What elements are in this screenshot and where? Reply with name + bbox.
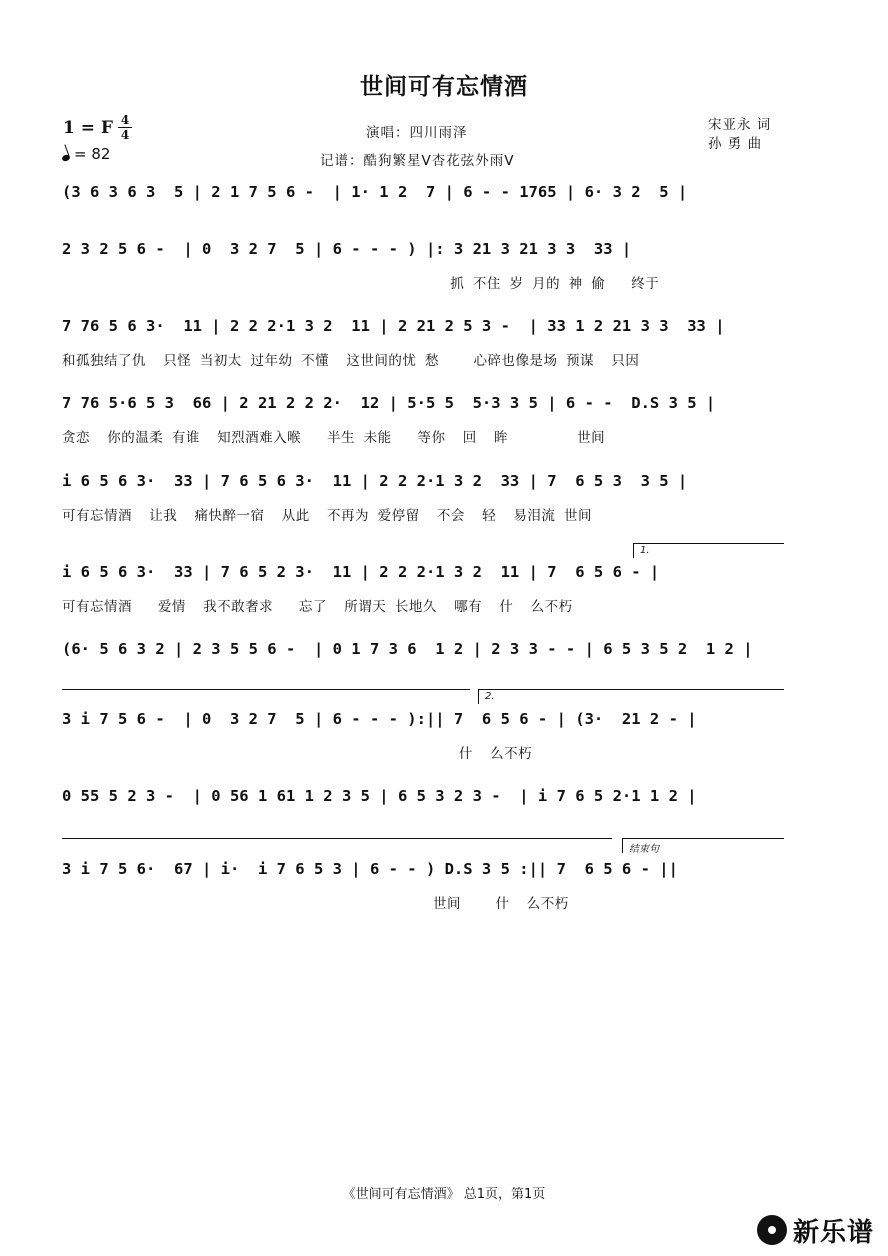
tempo-mark [62, 145, 110, 163]
notation-line: i 6 5 6 3· 33 | 7 6 5 2 3· 11 | 2 2 2·1 3 2 11 | 7 6 5 6 - | [62, 563, 660, 581]
lyricist-credit: 宋亚永 词 [708, 117, 772, 133]
lyric-line: 抓 不住 岁 月的 神 偷 终于 [62, 276, 660, 292]
time-signature-top: 4 [120, 113, 130, 127]
coda-ending-bracket [622, 838, 784, 853]
notation-line: 7 76 5 6 3· 11 | 2 2 2·1 3 2 11 | 2 21 2 5 3 - | 33 1 2 21 3 3 33 | [62, 317, 725, 335]
quarter-note-icon [61, 154, 71, 162]
singer-credit: 演唱：四川雨泽 [366, 125, 468, 141]
notation-line: i 6 5 6 3· 33 | 7 6 5 6 3· 11 | 2 2 2·1 3 2 33 | 7 6 5 3 3 5 | [62, 472, 688, 490]
notation-line: (3 6 3 6 3 5 | 2 1 7 5 6 - | 1· 1 2 7 | 6 - - 1765 | 6· 3 2 5 | [62, 183, 688, 201]
tempo-value: = 82 [74, 145, 111, 163]
volta-label: 2. [485, 691, 495, 702]
notation-line: 3 i 7 5 6 - | 0 3 2 7 5 | 6 - - - ):|| 7 6 5 6 - | (3· 21 2 - | [62, 710, 697, 728]
song-title: 世间可有忘情酒 [360, 74, 528, 100]
brand-name: 新乐谱 [792, 1217, 874, 1248]
notation-line: 7 76 5·6 5 3 66 | 2 21 2 2 2· 12 | 5·5 5 5·3 3 5 | 6 - - D.S 3 5 | [62, 394, 716, 412]
first-ending-extension [62, 689, 470, 690]
second-ending-extension [62, 838, 612, 839]
lyric-line: 世间 什 么不朽 [62, 896, 569, 912]
notation-line: 0 55 5 2 3 - | 0 56 1 61 1 2 3 5 | 6 5 3 2 3 - | i 7 6 5 2·1 1 2 | [62, 787, 697, 805]
time-signature-bottom: 4 [120, 128, 130, 142]
key-signature: 1 = F [63, 118, 113, 138]
notation-line: 3 i 7 5 6· 67 | i· i 7 6 5 3 | 6 - - ) D.S 3 5 :|| 7 6 5 6 - || [62, 860, 678, 878]
second-ending-bracket [478, 689, 784, 704]
transcriber-credit: 记谱：酷狗繁星V杏花弦外雨V [320, 153, 515, 169]
time-signature [118, 114, 132, 141]
page-footer: 《世间可有忘情酒》 总1页，第1页 [342, 1187, 546, 1202]
volta-label: 1. [640, 545, 650, 556]
lyric-line: 贪恋 你的温柔 有谁 知烈酒难入喉 半生 未能 等你 回 眸 世间 [62, 430, 606, 446]
notation-line: 2 3 2 5 6 - | 0 3 2 7 5 | 6 - - - ) |: 3 21 3 21 3 3 33 | [62, 240, 632, 258]
lyric-line: 什 么不朽 [62, 746, 533, 762]
first-ending-bracket [633, 543, 784, 558]
lyric-line: 可有忘情酒 爱情 我不敢奢求 忘了 所谓天 长地久 哪有 什 么不朽 [62, 599, 573, 615]
lyric-line: 和孤独结了仇 只怪 当初太 过年幼 不懂 这世间的忧 愁 心碎也像是场 预谋 只因 [62, 353, 640, 369]
notation-line: (6· 5 6 3 2 | 2 3 5 5 6 - | 0 1 7 3 6 1 2 | 2 3 3 - - | 6 5 3 5 2 1 2 | [62, 640, 753, 658]
brand-logo [757, 1212, 874, 1248]
composer-credit: 孙 勇 曲 [708, 136, 763, 152]
vinyl-disc-icon [757, 1215, 787, 1245]
volta-label: 结束句 [629, 844, 659, 855]
lyric-line: 可有忘情酒 让我 痛快醉一宿 从此 不再为 爱停留 不会 轻 易泪流 世间 [62, 508, 593, 524]
